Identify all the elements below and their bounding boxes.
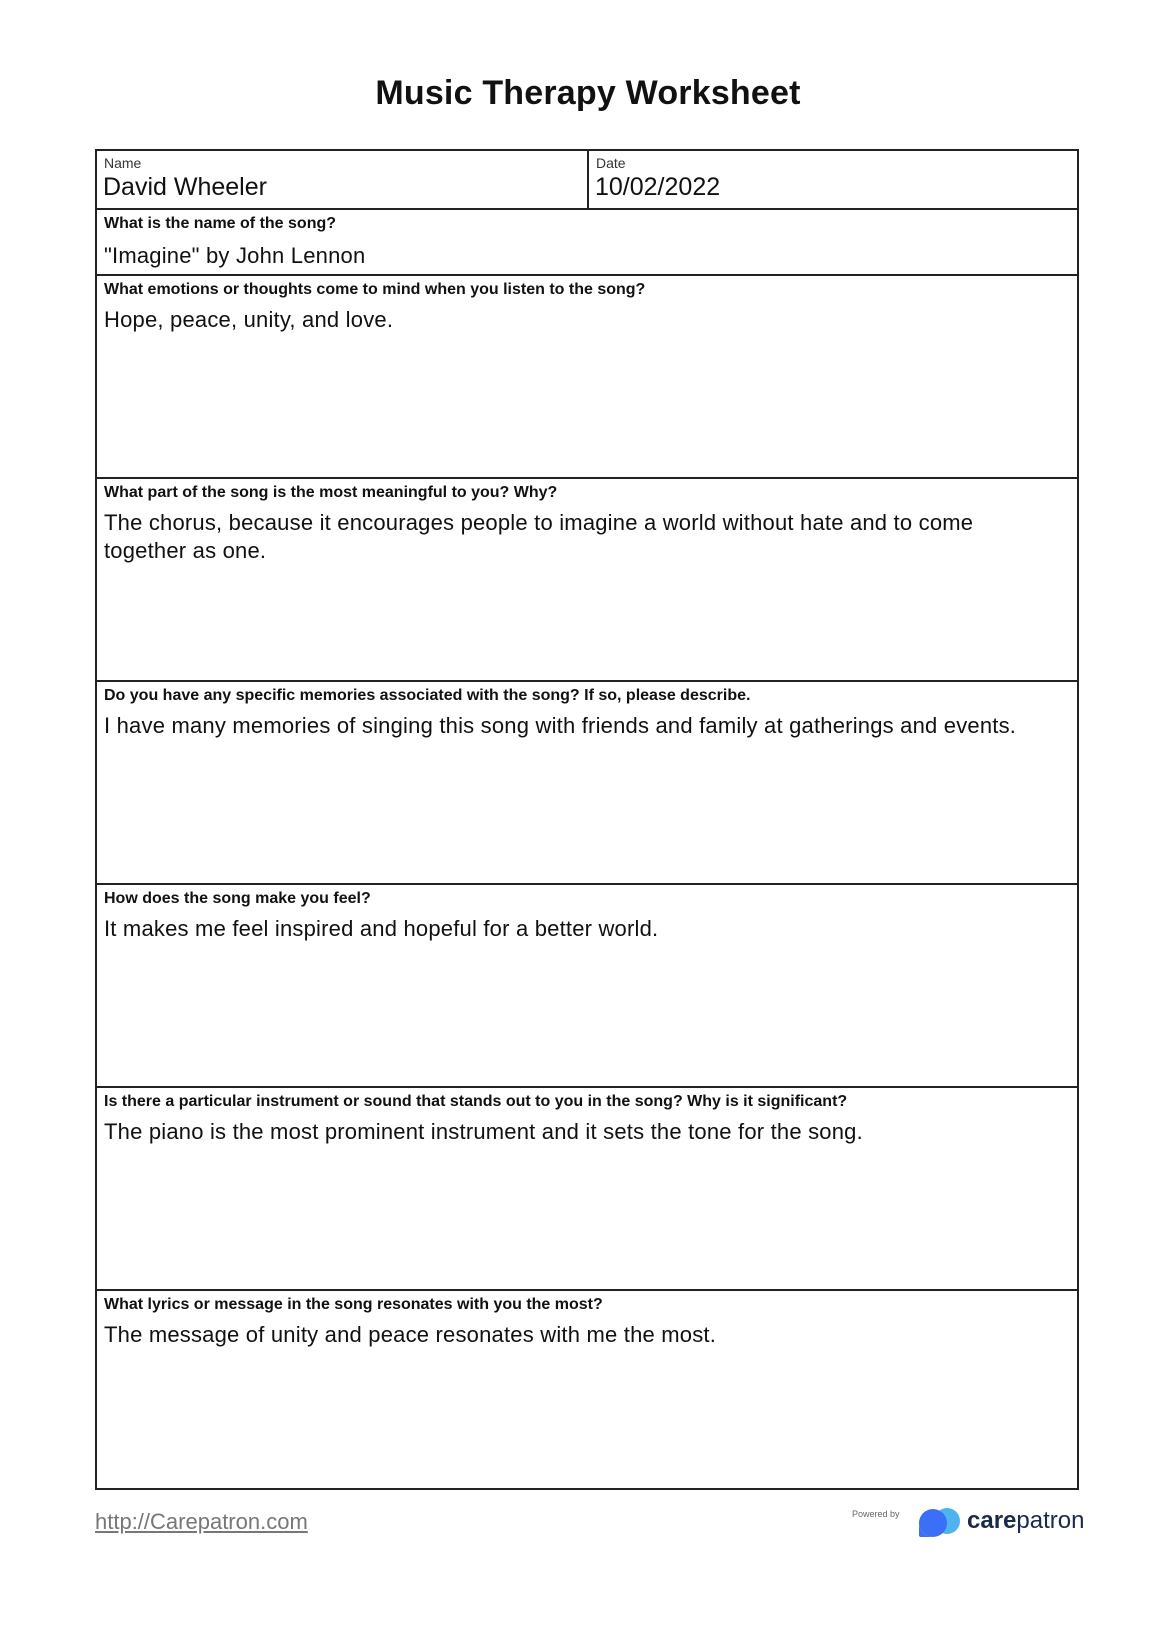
question-feelings[interactable] [97,885,1077,1088]
answer-field[interactable]: The message of unity and peace resonates with me the most. [104,1322,717,1347]
question-label: How does the song make you feel? [104,890,371,907]
carepatron-link[interactable]: http://Carepatron.com [95,1509,308,1534]
date-label: Date [596,155,626,171]
answer-field[interactable]: I have many memories of singing this song with friends and family at gatherings and events. [104,713,1017,738]
powered-by-label: Powered by [852,1509,900,1519]
question-label: What part of the song is the most meaningful to you? Why? [104,484,558,501]
name-label: Name [104,155,142,171]
answer-field[interactable]: Hope, peace, unity, and love. [104,307,394,332]
worksheet-form [95,149,1079,1490]
answer-field[interactable]: It makes me feel inspired and hopeful for a better world. [104,916,659,941]
answer-field[interactable]: The chorus, because it encourages people to imagine a world without hate and to come together as one. [104,510,974,563]
question-label: What is the name of the song? [104,215,337,232]
date-cell[interactable] [589,151,1079,208]
date-field[interactable]: 10/02/2022 [595,173,721,201]
carepatron-logo-text [967,1507,1084,1535]
name-cell[interactable] [97,151,589,208]
question-label: Do you have any specific memories associated with the song? If so, please describe. [104,687,751,704]
question-memories[interactable] [97,682,1077,885]
question-meaningful-part[interactable] [97,479,1077,682]
answer-field[interactable]: The piano is the most prominent instrument and it sets the tone for the song. [104,1119,863,1144]
question-emotions[interactable] [97,276,1077,479]
name-field[interactable]: David Wheeler [103,173,267,201]
question-lyrics[interactable] [97,1291,1077,1490]
logo-text-regular: patron [1016,1507,1085,1534]
question-label: Is there a particular instrument or sound that stands out to you in the song? Why is it significant? [104,1093,848,1110]
answer-field[interactable]: "Imagine" by John Lennon [104,243,366,268]
name-date-row [97,151,1077,210]
carepatron-logo-icon [917,1507,963,1539]
question-label: What emotions or thoughts come to mind when you listen to the song? [104,281,646,298]
question-song-name[interactable] [97,210,1077,276]
question-instrument[interactable] [97,1088,1077,1291]
page-title: Music Therapy Worksheet [375,74,801,112]
question-label: What lyrics or message in the song resonates with you the most? [104,1296,603,1313]
logo-text-bold: care [967,1507,1017,1534]
